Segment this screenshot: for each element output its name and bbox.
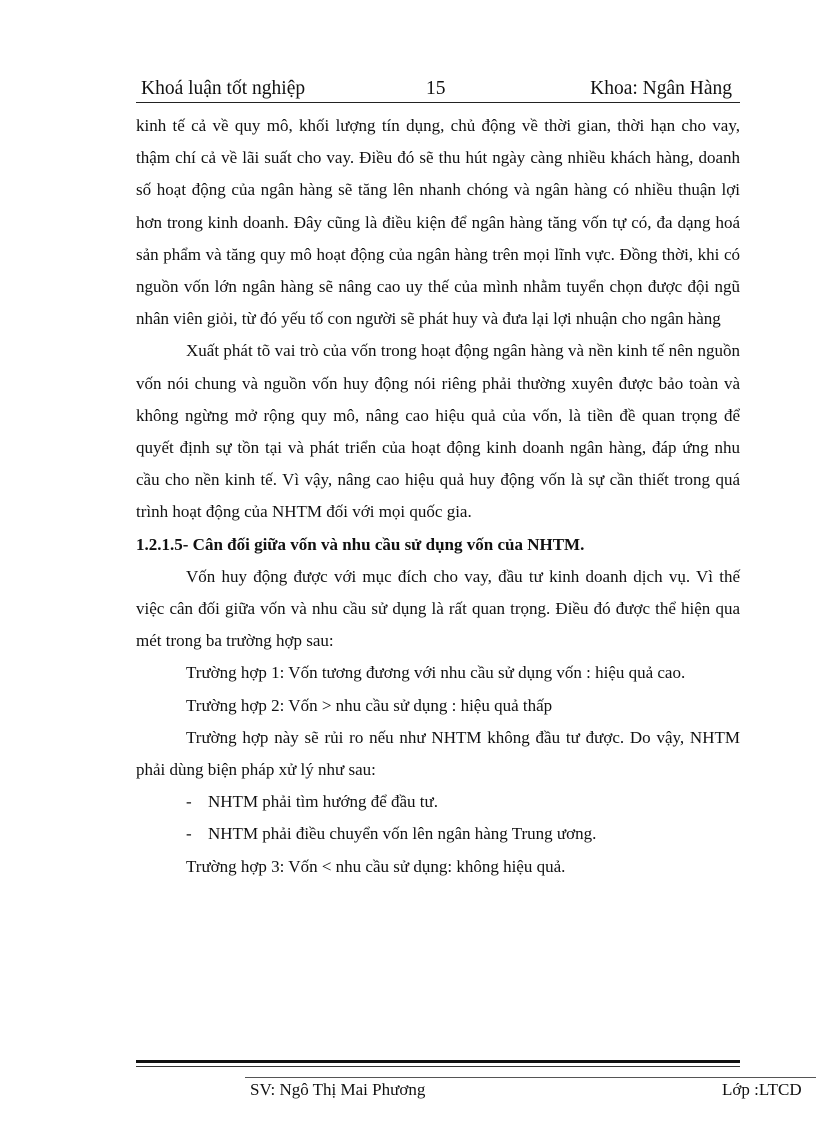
header-divider: [136, 102, 740, 103]
bullet-marker: -: [186, 792, 192, 812]
paragraph-capital-role: Xuất phát tõ vai trò của vốn trong hoạt động ngân hàng và nền kinh tế nên nguồn vốn nói chung và nguồn vốn huy động nói riêng phải thường xuyên được bảo toàn và không ngừng mở rộng quy mô, nâng cao hiệu quả của vốn, là tiền đề quan trọng để quyết định sự tồn tại và phát triển của hoạt động kinh doanh ngân hàng, đáp ứng nhu cầu cho nền kinh tế. Vì vậy, nâng cao hiệu quả huy động vốn là sự cần thiết trong quá trình hoạt động của NHTM đối với mọi quốc gia.: [136, 341, 740, 522]
paragraph-case-2-detail: Trường hợp này sẽ rủi ro nếu như NHTM không đầu tư được. Do vậy, NHTM phải dùng biện pháp xử lý như sau:: [136, 727, 740, 780]
footer-student-name: SV: Ngô Thị Mai Phương: [250, 1080, 426, 1099]
footer-divider-thin: [136, 1066, 740, 1067]
list-item-text: NHTM phải tìm hướng để đầu tư.: [208, 792, 438, 812]
header-thesis-title: Khoá luận tốt nghiệp: [141, 78, 306, 99]
list-item-text: NHTM phải điều chuyển vốn lên ngân hàng Trung ương.: [208, 824, 597, 844]
body-text: [136, 110, 740, 883]
list-item: [136, 818, 740, 850]
page-header: [136, 76, 740, 102]
footer-divider-thick: [136, 1060, 740, 1063]
paragraph-balance-intro: Vốn huy động được với mục đích cho vay, đầu tư kinh doanh dịch vụ. Vì thế việc cân đối giữa vốn và nhu cầu sử dụng là rất quan trọng. Điều đó được thể hiện qua mét trong ba trường hợp sau:: [136, 566, 740, 651]
footer-divider-lower: [245, 1077, 816, 1078]
header-page-number: 15: [426, 78, 446, 99]
section-heading: 1.2.1.5- Cân đối giữa vốn và nhu cầu sử dụng vốn của NHTM.: [136, 534, 585, 554]
header-faculty: Khoa: Ngân Hàng: [590, 78, 732, 99]
footer-class: Lớp :LTCD: [722, 1080, 802, 1099]
paragraph-case-3: Trường hợp 3: Vốn < nhu cầu sử dụng: không hiệu quả.: [186, 856, 566, 876]
paragraph-case-1: Trường hợp 1: Vốn tương đương với nhu cầu sử dụng vốn : hiệu quả cao.: [186, 663, 686, 683]
list-item: [136, 786, 740, 818]
paragraph-case-2: Trường hợp 2: Vốn > nhu cầu sử dụng : hiệu quả thấp: [186, 695, 553, 715]
paragraph-continuation: kinh tế cả về quy mô, khối lượng tín dụng, chủ động về thời gian, thời hạn cho vay, thậm chí cả về lãi suất cho vay. Điều đó sẽ thu hút ngày càng nhiều khách hàng, doanh số hoạt động của ngân hàng sẽ tăng lên nhanh chóng và ngân hàng có nhiều thuận lợi hơn trong kinh doanh. Đây cũng là điều kiện để ngân hàng tăng vốn tự có, đa dạng hoá sản phẩm và tăng quy mô hoạt động của ngân hàng trên mọi lĩnh vực. Đồng thời, khi có nguồn vốn lớn ngân hàng sẽ nâng cao uy thế của mình nhằm tuyển chọn được đội ngũ nhân viên giỏi, từ đó yếu tố con người sẽ phát huy và đưa lại lợi nhuận cho ngân hàng: [136, 116, 740, 329]
bullet-marker: -: [186, 824, 192, 844]
